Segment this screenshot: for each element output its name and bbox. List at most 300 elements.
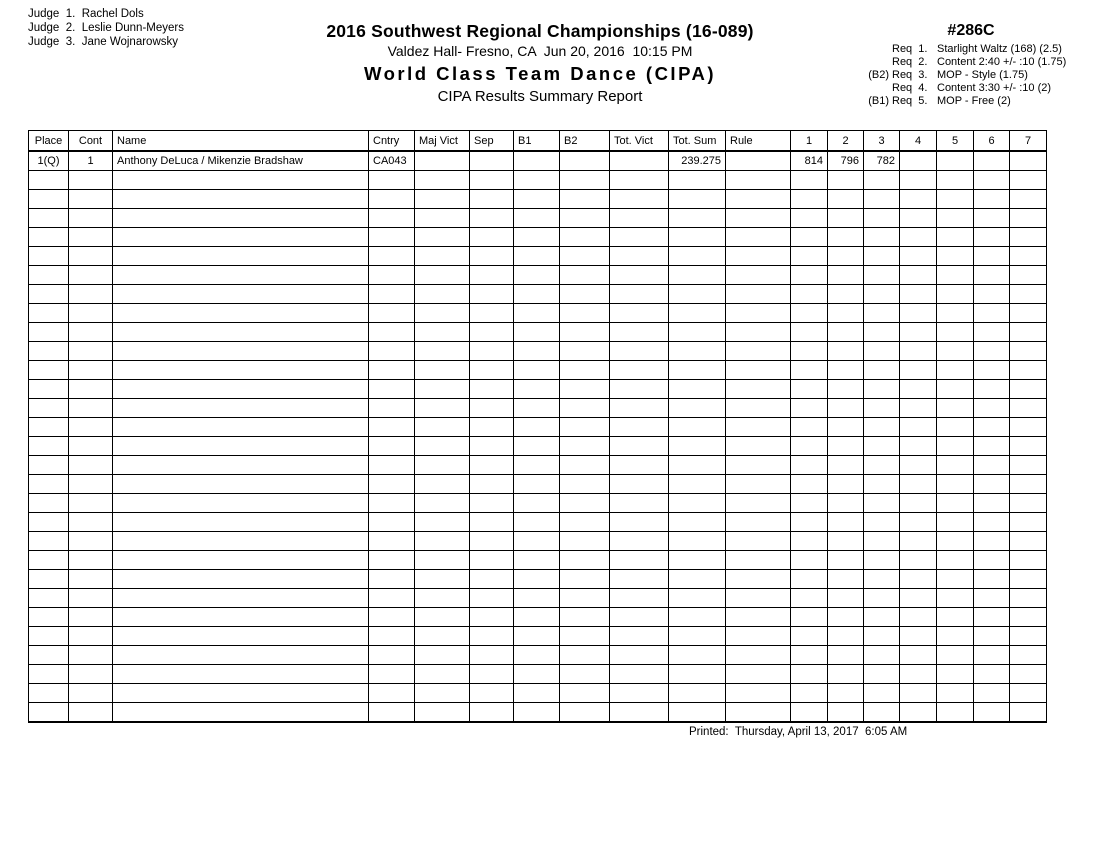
table-cell bbox=[470, 342, 514, 361]
table-cell bbox=[974, 399, 1010, 418]
table-cell bbox=[791, 285, 828, 304]
table-cell bbox=[1010, 494, 1047, 513]
table-cell bbox=[369, 190, 415, 209]
table-cell bbox=[726, 190, 791, 209]
table-cell bbox=[974, 285, 1010, 304]
table-cell bbox=[669, 285, 726, 304]
table-cell bbox=[974, 665, 1010, 684]
table-cell bbox=[726, 266, 791, 285]
table-cell bbox=[560, 608, 610, 627]
header-cell: 4 bbox=[900, 131, 937, 152]
table-cell bbox=[369, 532, 415, 551]
table-cell bbox=[974, 513, 1010, 532]
table-cell bbox=[29, 494, 69, 513]
table-cell bbox=[69, 190, 113, 209]
table-cell bbox=[669, 437, 726, 456]
table-cell bbox=[514, 437, 560, 456]
table-cell bbox=[470, 171, 514, 190]
table-cell bbox=[470, 323, 514, 342]
table-cell bbox=[113, 646, 369, 665]
table-cell bbox=[415, 475, 470, 494]
table-cell bbox=[1010, 361, 1047, 380]
table-cell bbox=[828, 494, 864, 513]
table-cell bbox=[470, 684, 514, 703]
table-cell bbox=[470, 380, 514, 399]
table-cell bbox=[937, 570, 974, 589]
table-cell bbox=[470, 703, 514, 723]
table-cell bbox=[900, 361, 937, 380]
table-cell bbox=[415, 608, 470, 627]
table-cell bbox=[974, 342, 1010, 361]
table-cell bbox=[900, 646, 937, 665]
header-cell: Tot. Sum bbox=[669, 131, 726, 152]
table-cell bbox=[726, 456, 791, 475]
table-cell bbox=[864, 551, 900, 570]
table-cell bbox=[560, 665, 610, 684]
table-cell bbox=[726, 608, 791, 627]
table-cell bbox=[726, 532, 791, 551]
header-cell: Rule bbox=[726, 131, 791, 152]
table-cell bbox=[974, 456, 1010, 475]
table-cell bbox=[29, 627, 69, 646]
table-cell bbox=[974, 551, 1010, 570]
table-cell bbox=[29, 532, 69, 551]
table-cell bbox=[726, 570, 791, 589]
table-cell bbox=[415, 171, 470, 190]
table-cell bbox=[900, 589, 937, 608]
requirement-line bbox=[862, 56, 1080, 69]
table-cell bbox=[828, 665, 864, 684]
table-cell bbox=[1010, 209, 1047, 228]
table-cell bbox=[669, 608, 726, 627]
table-cell bbox=[791, 418, 828, 437]
table-cell bbox=[514, 418, 560, 437]
table-cell bbox=[1010, 171, 1047, 190]
table-cell bbox=[937, 551, 974, 570]
table-cell bbox=[791, 608, 828, 627]
table-cell bbox=[791, 304, 828, 323]
table-cell bbox=[669, 209, 726, 228]
table-cell bbox=[974, 171, 1010, 190]
table-cell bbox=[29, 437, 69, 456]
table-cell bbox=[669, 304, 726, 323]
table-row bbox=[29, 665, 1047, 684]
table-cell bbox=[974, 323, 1010, 342]
table-cell bbox=[29, 513, 69, 532]
table-cell bbox=[415, 361, 470, 380]
table-cell bbox=[900, 627, 937, 646]
table-cell bbox=[560, 532, 610, 551]
table-cell bbox=[29, 399, 69, 418]
table-cell bbox=[1010, 247, 1047, 266]
table-cell bbox=[514, 589, 560, 608]
table-cell bbox=[113, 323, 369, 342]
table-cell bbox=[369, 646, 415, 665]
table-row bbox=[29, 247, 1047, 266]
table-cell bbox=[415, 703, 470, 723]
table-cell bbox=[974, 494, 1010, 513]
table-cell bbox=[610, 551, 669, 570]
table-row bbox=[29, 494, 1047, 513]
table-cell bbox=[974, 437, 1010, 456]
table-cell bbox=[726, 380, 791, 399]
table-cell bbox=[369, 285, 415, 304]
table-cell bbox=[864, 475, 900, 494]
table-row bbox=[29, 285, 1047, 304]
table-cell bbox=[470, 151, 514, 171]
table-cell bbox=[69, 627, 113, 646]
table-cell bbox=[610, 703, 669, 723]
table-cell bbox=[828, 684, 864, 703]
header-cell: 2 bbox=[828, 131, 864, 152]
table-cell bbox=[726, 494, 791, 513]
table-cell bbox=[791, 399, 828, 418]
table-cell bbox=[726, 342, 791, 361]
table-cell bbox=[726, 665, 791, 684]
table-cell bbox=[828, 437, 864, 456]
table-cell bbox=[900, 247, 937, 266]
table-cell: CA043 bbox=[369, 151, 415, 171]
table-cell bbox=[937, 703, 974, 723]
table-cell bbox=[560, 646, 610, 665]
table-cell bbox=[470, 285, 514, 304]
table-cell bbox=[514, 456, 560, 475]
table-cell bbox=[29, 380, 69, 399]
table-cell bbox=[369, 627, 415, 646]
table-row bbox=[29, 190, 1047, 209]
table-cell bbox=[828, 513, 864, 532]
table-cell bbox=[69, 570, 113, 589]
table-cell bbox=[369, 228, 415, 247]
table-cell bbox=[900, 475, 937, 494]
table-cell bbox=[791, 247, 828, 266]
header-cell: 6 bbox=[974, 131, 1010, 152]
table-cell bbox=[610, 247, 669, 266]
table-cell bbox=[69, 342, 113, 361]
table-cell bbox=[514, 684, 560, 703]
table-row bbox=[29, 361, 1047, 380]
req-label: Req 5. bbox=[892, 95, 928, 107]
table-cell bbox=[514, 323, 560, 342]
table-cell bbox=[900, 380, 937, 399]
table-cell bbox=[69, 551, 113, 570]
table-cell bbox=[560, 342, 610, 361]
table-cell bbox=[791, 456, 828, 475]
table-cell bbox=[369, 380, 415, 399]
table-cell bbox=[514, 190, 560, 209]
table-cell bbox=[470, 190, 514, 209]
table-cell bbox=[974, 228, 1010, 247]
table-cell bbox=[828, 171, 864, 190]
table-cell bbox=[1010, 703, 1047, 723]
table-cell bbox=[828, 342, 864, 361]
table-cell bbox=[470, 418, 514, 437]
table-cell bbox=[369, 304, 415, 323]
table-cell bbox=[369, 209, 415, 228]
table-cell bbox=[669, 684, 726, 703]
table-cell bbox=[560, 228, 610, 247]
table-cell bbox=[29, 209, 69, 228]
table-cell bbox=[828, 627, 864, 646]
table-cell bbox=[864, 304, 900, 323]
table-cell bbox=[29, 190, 69, 209]
table-cell bbox=[610, 361, 669, 380]
table-cell bbox=[669, 513, 726, 532]
table-row bbox=[29, 209, 1047, 228]
table-cell bbox=[1010, 665, 1047, 684]
requirement-line bbox=[862, 82, 1080, 95]
venue-date-line: Valdez Hall- Fresno, CA Jun 20, 2016 10:15 PM bbox=[387, 43, 693, 59]
table-cell bbox=[937, 171, 974, 190]
table-row bbox=[29, 151, 1047, 171]
table-row bbox=[29, 437, 1047, 456]
table-cell bbox=[828, 475, 864, 494]
table-cell bbox=[113, 513, 369, 532]
table-cell bbox=[69, 608, 113, 627]
table-cell bbox=[864, 228, 900, 247]
table-cell bbox=[369, 399, 415, 418]
table-cell bbox=[470, 247, 514, 266]
table-cell bbox=[69, 646, 113, 665]
table-cell bbox=[610, 570, 669, 589]
table-cell bbox=[669, 570, 726, 589]
table-cell bbox=[864, 589, 900, 608]
table-cell bbox=[791, 532, 828, 551]
judge-line: Judge 2. Leslie Dunn-Meyers bbox=[28, 22, 184, 34]
table-cell bbox=[726, 361, 791, 380]
table-cell bbox=[470, 589, 514, 608]
table-row bbox=[29, 266, 1047, 285]
table-cell bbox=[937, 361, 974, 380]
table-cell bbox=[1010, 304, 1047, 323]
table-cell bbox=[900, 399, 937, 418]
table-cell bbox=[29, 418, 69, 437]
table-cell bbox=[560, 570, 610, 589]
table-cell bbox=[900, 570, 937, 589]
table-cell bbox=[29, 171, 69, 190]
table-cell bbox=[669, 361, 726, 380]
table-cell bbox=[900, 608, 937, 627]
table-row bbox=[29, 342, 1047, 361]
table-cell bbox=[669, 228, 726, 247]
table-cell: Anthony DeLuca / Mikenzie Bradshaw bbox=[113, 151, 369, 171]
table-cell bbox=[669, 399, 726, 418]
table-cell bbox=[113, 684, 369, 703]
heat-info-block bbox=[862, 22, 1080, 108]
table-cell bbox=[29, 684, 69, 703]
heat-number: #286C bbox=[947, 22, 995, 39]
header-cell: 5 bbox=[937, 131, 974, 152]
table-cell bbox=[560, 209, 610, 228]
table-cell bbox=[828, 228, 864, 247]
table-cell bbox=[828, 646, 864, 665]
table-cell bbox=[669, 703, 726, 723]
table-cell bbox=[29, 342, 69, 361]
table-cell bbox=[726, 627, 791, 646]
table-cell bbox=[864, 513, 900, 532]
table-cell bbox=[470, 551, 514, 570]
table-cell bbox=[900, 342, 937, 361]
table-cell bbox=[369, 456, 415, 475]
table-cell bbox=[514, 399, 560, 418]
table-cell bbox=[113, 437, 369, 456]
table-cell bbox=[69, 684, 113, 703]
table-row bbox=[29, 399, 1047, 418]
table-cell bbox=[900, 171, 937, 190]
table-cell bbox=[69, 513, 113, 532]
table-cell bbox=[864, 190, 900, 209]
table-cell bbox=[415, 418, 470, 437]
table-cell bbox=[828, 323, 864, 342]
table-cell bbox=[669, 342, 726, 361]
table-cell bbox=[974, 589, 1010, 608]
table-cell bbox=[937, 151, 974, 171]
table-cell bbox=[69, 171, 113, 190]
header-cell: 1 bbox=[791, 131, 828, 152]
table-row bbox=[29, 323, 1047, 342]
table-cell bbox=[669, 418, 726, 437]
table-cell bbox=[415, 513, 470, 532]
table-cell bbox=[113, 190, 369, 209]
table-cell bbox=[514, 570, 560, 589]
table-cell bbox=[900, 437, 937, 456]
table-cell bbox=[560, 171, 610, 190]
table-cell bbox=[828, 209, 864, 228]
table-cell bbox=[514, 304, 560, 323]
table-cell bbox=[726, 437, 791, 456]
table-cell bbox=[29, 475, 69, 494]
table-cell bbox=[610, 228, 669, 247]
table-cell bbox=[828, 361, 864, 380]
table-cell bbox=[69, 304, 113, 323]
table-cell bbox=[369, 570, 415, 589]
table-cell bbox=[791, 589, 828, 608]
table-row bbox=[29, 228, 1047, 247]
table-cell bbox=[864, 418, 900, 437]
header-cell: Name bbox=[113, 131, 369, 152]
table-cell bbox=[791, 551, 828, 570]
table-cell bbox=[726, 513, 791, 532]
table-cell bbox=[669, 627, 726, 646]
table-cell bbox=[791, 494, 828, 513]
table-cell bbox=[864, 627, 900, 646]
table-cell: 796 bbox=[828, 151, 864, 171]
table-cell bbox=[610, 475, 669, 494]
table-cell bbox=[113, 361, 369, 380]
table-cell bbox=[900, 665, 937, 684]
table-cell bbox=[113, 247, 369, 266]
table-cell bbox=[864, 646, 900, 665]
table-cell bbox=[113, 703, 369, 723]
table-cell bbox=[610, 494, 669, 513]
table-cell bbox=[669, 171, 726, 190]
table-cell bbox=[29, 247, 69, 266]
table-cell bbox=[415, 399, 470, 418]
table-cell bbox=[610, 171, 669, 190]
table-cell bbox=[415, 646, 470, 665]
table-cell bbox=[828, 703, 864, 723]
table-cell bbox=[369, 665, 415, 684]
table-cell bbox=[900, 456, 937, 475]
table-cell bbox=[864, 437, 900, 456]
table-cell bbox=[69, 228, 113, 247]
table-cell bbox=[560, 418, 610, 437]
table-cell bbox=[937, 228, 974, 247]
table-cell bbox=[791, 513, 828, 532]
table-cell bbox=[560, 190, 610, 209]
table-cell bbox=[610, 589, 669, 608]
table-cell bbox=[937, 437, 974, 456]
table-cell bbox=[974, 418, 1010, 437]
table-cell bbox=[610, 323, 669, 342]
table-cell bbox=[974, 380, 1010, 399]
req-prefix: (B2) bbox=[868, 69, 889, 81]
table-cell bbox=[791, 684, 828, 703]
table-cell bbox=[113, 285, 369, 304]
table-cell bbox=[726, 399, 791, 418]
table-cell bbox=[726, 323, 791, 342]
table-cell bbox=[514, 151, 560, 171]
table-row bbox=[29, 532, 1047, 551]
table-cell bbox=[864, 342, 900, 361]
report-title: CIPA Results Summary Report bbox=[437, 88, 643, 105]
table-cell bbox=[937, 589, 974, 608]
table-cell bbox=[1010, 342, 1047, 361]
table-cell bbox=[610, 684, 669, 703]
table-cell bbox=[669, 190, 726, 209]
table-cell bbox=[560, 380, 610, 399]
header-cell: Cntry bbox=[369, 131, 415, 152]
table-cell bbox=[610, 209, 669, 228]
table-cell bbox=[864, 361, 900, 380]
table-cell bbox=[974, 532, 1010, 551]
table-cell bbox=[791, 437, 828, 456]
table-cell bbox=[470, 627, 514, 646]
table-cell bbox=[610, 285, 669, 304]
table-cell bbox=[900, 209, 937, 228]
table-cell bbox=[514, 494, 560, 513]
table-cell bbox=[560, 684, 610, 703]
table-cell bbox=[1010, 437, 1047, 456]
table-cell bbox=[415, 247, 470, 266]
table-cell bbox=[69, 361, 113, 380]
table-cell bbox=[415, 151, 470, 171]
table-cell bbox=[113, 475, 369, 494]
table-cell bbox=[726, 228, 791, 247]
table-cell bbox=[828, 570, 864, 589]
table-cell bbox=[415, 266, 470, 285]
table-cell bbox=[610, 418, 669, 437]
table-cell bbox=[669, 247, 726, 266]
table-cell bbox=[1010, 570, 1047, 589]
table-cell bbox=[113, 171, 369, 190]
table-cell bbox=[937, 209, 974, 228]
table-cell bbox=[974, 266, 1010, 285]
table-cell bbox=[791, 190, 828, 209]
table-cell bbox=[69, 703, 113, 723]
table-cell bbox=[937, 665, 974, 684]
table-cell bbox=[610, 513, 669, 532]
table-cell bbox=[113, 608, 369, 627]
table-cell bbox=[828, 608, 864, 627]
table-cell bbox=[937, 456, 974, 475]
table-row bbox=[29, 551, 1047, 570]
table-cell bbox=[1010, 608, 1047, 627]
table-cell bbox=[791, 228, 828, 247]
table-cell bbox=[514, 209, 560, 228]
table-cell bbox=[69, 456, 113, 475]
table-cell bbox=[514, 228, 560, 247]
